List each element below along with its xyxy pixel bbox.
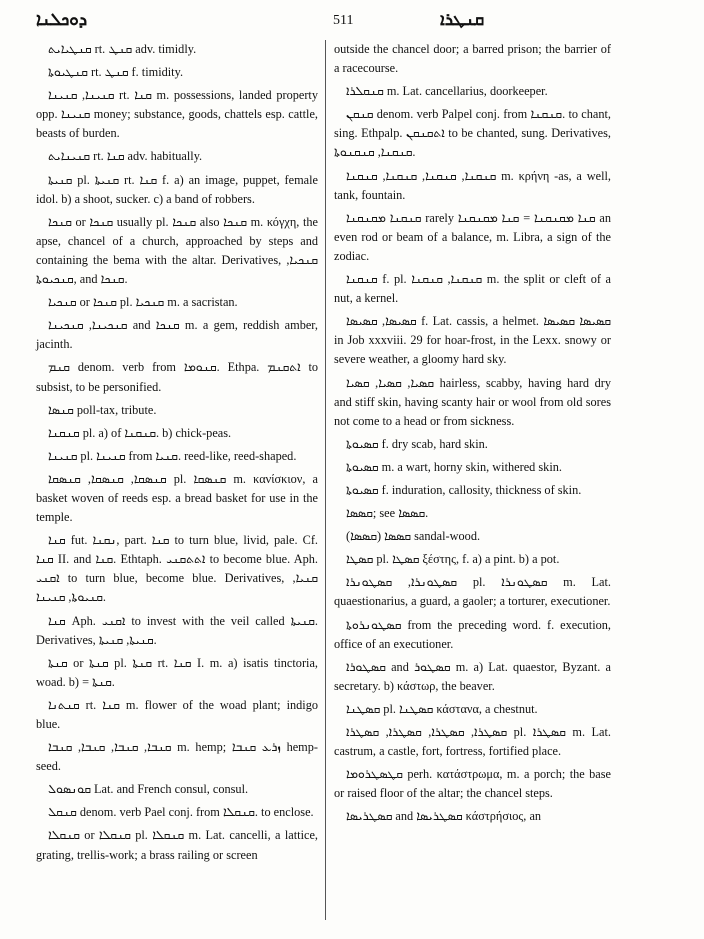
entry: ܩܢܩܢܐ, ܩܢܩܢܐ, ܩܢܩܢܐ, ܩܢܩܢܐ m. κρήνη -as, a well, tank, fountain. [334,168,611,202]
entry: ܩܢܝܢܐ pl. ܩܢܝܢܐ from ܩܢܝܐ. reed-like, reed-shaped. [48,448,297,463]
entry: ܩܢܝܢܐ, ܩܢܝܢܐ rt. ܩܢܐ m. possessions, landed property opp. ܩܢܝܢܐ money; substance, goods, chattels esp. cattle, beasts of burden. [36,88,319,141]
entry: ܩܣܝܘܬܐ f. induration, callosity, thickness of skin. [346,482,582,497]
entry: ܩܢܛܝܐܝܬ rt. ܩܢܛ adv. timidly. [48,42,197,56]
entry: ܩܢܐ Aph. ܐܩܢܝ to invest with the veil called ܩܢܝܬܐ. Derivatives, ܩܢܝܬܐ, ܩܢܝܬܐ. [36,613,318,647]
entry: ܩܣܝܘܬܐ m. a wart, horny skin, withered skin. [346,459,562,474]
entry: ܩܢܣܐ poll-tax, tribute. [48,402,157,417]
column-divider [325,40,326,920]
page-number: 511 [333,13,354,28]
entry: ܩܢܬܐ or ܩܢܬܐ pl. ܩܢܬܐ rt. ܩܢܐ I. m. a) isatis tinctoria, woad. b) = ܩܢܬܐ. [36,655,318,689]
entry: ܩܣܛܪܝܣܐ and ܩܣܛܪܝܣܐ κάστρήσιος, an [346,809,542,824]
header-left-syriac: ܕܘܟܠܢܐ [36,10,88,30]
entry: ܩܢܛܝܘܬܐ rt. ܩܢܛ f. timidity. [48,65,184,80]
entry: ܩܣܛܘܢܪܘܬܐ from the preceding word. f. execution, office of an executioner. [334,617,611,651]
entry: ܩܣܝܐ, ܩܣܝܐ, ܩܣܝܐ hairless, scabby, having hard dry and stiff skin, having scanty hair or wool from old sores not come to a head or from sickness. [334,375,612,428]
header-right-syriac: ܩܢܛܪܐ [440,10,485,30]
entry: ܩܢܬܢܐ rt. ܩܢܐ m. flower of the woad plant; indigo blue. [36,697,318,731]
right-column [334,40,611,830]
entry: ܩܢܩܠ denom. verb Pael conj. from ܩܢܩܠܐ. to enclose. [48,805,314,820]
entry: ܩܢܐ fut. ܢܩܢܐ, part. ܩܢܐ to turn blue, livid, pale. Cf. ܩܢܐ II. and ܩܢܐ. Ethtaph. ܐܬܬܩܢܝ to become blue. Aph. ܐܩܢܝ to turn blue, become blue. Derivatives, ܩܢܝܐ, ܩܢܝܘܬܐ, ܩܢܝܢܐ. [36,533,318,605]
page-header [0,10,704,36]
entry: ܩܣܛܘܪܐ and ܩܣܛܘܪ m. a) Lat. quaestor, Byzant. a secretary. b) κάστωρ, the beaver. [334,659,612,693]
entry: ܩܢܒܐ, ܩܢܒܐ, ܩܢܒܐ, ܩܢܒܐ m. hemp; ܙܪܥ ܩܢܒܐ hemp-seed. [36,740,318,774]
entry: ܩܢܩܢܐ ܡܩܢܩܢܐ rarely ܩܢܐ ܡܩܢܩܢܐ = ܩܢܐ ܡܩܢܩܢܐ an even rod or beam of a balance, m. Libra, a sign of the zodiac. [334,210,611,263]
entry: ܩܢܣܩܐ, ܩܢܣܩܐ, ܩܢܣܩܐ pl. ܩܢܣܩܐ m. κανίσκιον, a basket woven of reeds esp. a bread basket for use in the temple. [36,471,318,525]
entry: ܩܣܛܢܐ pl. ܩܣܛܢܐ κάστανα, a chestnut. [346,701,538,716]
entry: outside the chancel door; a barred prison; the barrier of a racecourse. [334,42,611,76]
entry: ܩܢܟܝܐ or ܩܢܟܐ pl. ܩܢܟܝܐ m. a sacristan. [48,295,238,310]
entry: ܩܢܝܢܐܝܬ rt. ܩܢܐ adv. habitually. [48,149,203,164]
entry: ܩܢܩܢܐ pl. a) of ܩܢܩܢܐ. b) chick-peas. [48,425,232,440]
entry: ܩܣܣܐ; see ܩܣܣܐ. [346,506,429,521]
entry: ܩܣܛܪܐ, ܩܣܛܪܐ, ܩܣܛܪܐ, ܩܣܛܪܐ pl. ܩܣܛܪܐ m. Lat. castrum, a castle, fort, fortress, fortified place. [334,725,611,759]
entry: ܩܛܣܛܪܘܡܐ perh. κατάστρωμα, m. a porch; the base or raised floor of the altar; the chancel steps. [334,767,611,801]
entry: ܩܢܟܝܢܐ, ܩܢܟܝܢܐ and ܩܢܟܐ m. a gem, reddish amber, jacinth. [36,318,318,352]
entry: ܩܣܛܘܢܪܐ, ܩܣܛܘܢܪܐ pl. ܩܣܛܘܢܪܐ m. Lat. quaestionarius, a guard, a gaoler; a torturer, executioner. [334,575,611,609]
left-column [36,40,318,869]
entry: ܩܢܩܠܐ or ܩܢܩܠܐ pl. ܩܢܩܠܐ m. Lat. cancelli, a lattice, grating, trellis-work; a brass railing or screen [36,828,318,862]
entry: ܩܘܢܣܘܠ Lat. and French consul, consul. [48,782,249,797]
entry: ܩܢܟܐ or ܩܢܟܐ usually pl. ܩܢܟܐ also ܩܢܟܐ m. κόγχη, the apse, chancel of a church, approached by steps and containing the bema with the altar. Derivatives, ܩܢܟܝܐ, ܩܢܟܝܘܬܐ, and ܩܢܟܐ. [36,214,318,287]
entry: ܩܢܩܢ denom. verb Palpel conj. from ܩܢܩܢܐ. to chant, sing. Ethpalp. ܐܬܩܢܩܢ to be chanted, sung. Derivatives, ܩܢܩܢܐ, ܩܢܩܢܘܬܐ. [334,107,611,160]
entry: ܩܢܡ denom. verb from ܩܢܘܡܐ. Ethpa. ܐܬܩܢܡ to subsist, to be personified. [36,360,319,394]
entry: ܩܣܛܐ pl. ܩܣܛܐ ξέστης, f. a) a pint. b) a pot. [346,552,560,567]
entry: ܩܣܣܐ (ܩܣܣܐ) sandal-wood. [346,529,481,544]
entry: ܩܢܝܬܐ pl. ܩܢܝܬܐ rt. ܩܢܐ f. a) an image, puppet, female idol. b) a shoot, sucker. c) a band of robbers. [36,172,318,206]
entry: ܩܣܝܣܐ, ܩܣܝܣܐ f. Lat. cassis, a helmet. ܩܣܝܣܐ ܩܣܝܣܐ in Job xxxviii. 29 for hoar-frost, in the Lexx. snowy or severe weather, a gloomy hard sky. [334,314,611,367]
entry: ܩܢܩܢܐ f. pl. ܩܢܩܢܐ, ܩܢܩܢܐ m. the split or cleft of a nut, a kernel. [334,272,611,306]
entry: ܩܢܩܠܪܐ m. Lat. cancellarius, doorkeeper. [346,84,548,99]
entry: ܩܣܝܘܬܐ f. dry scab, hard skin. [346,436,488,451]
